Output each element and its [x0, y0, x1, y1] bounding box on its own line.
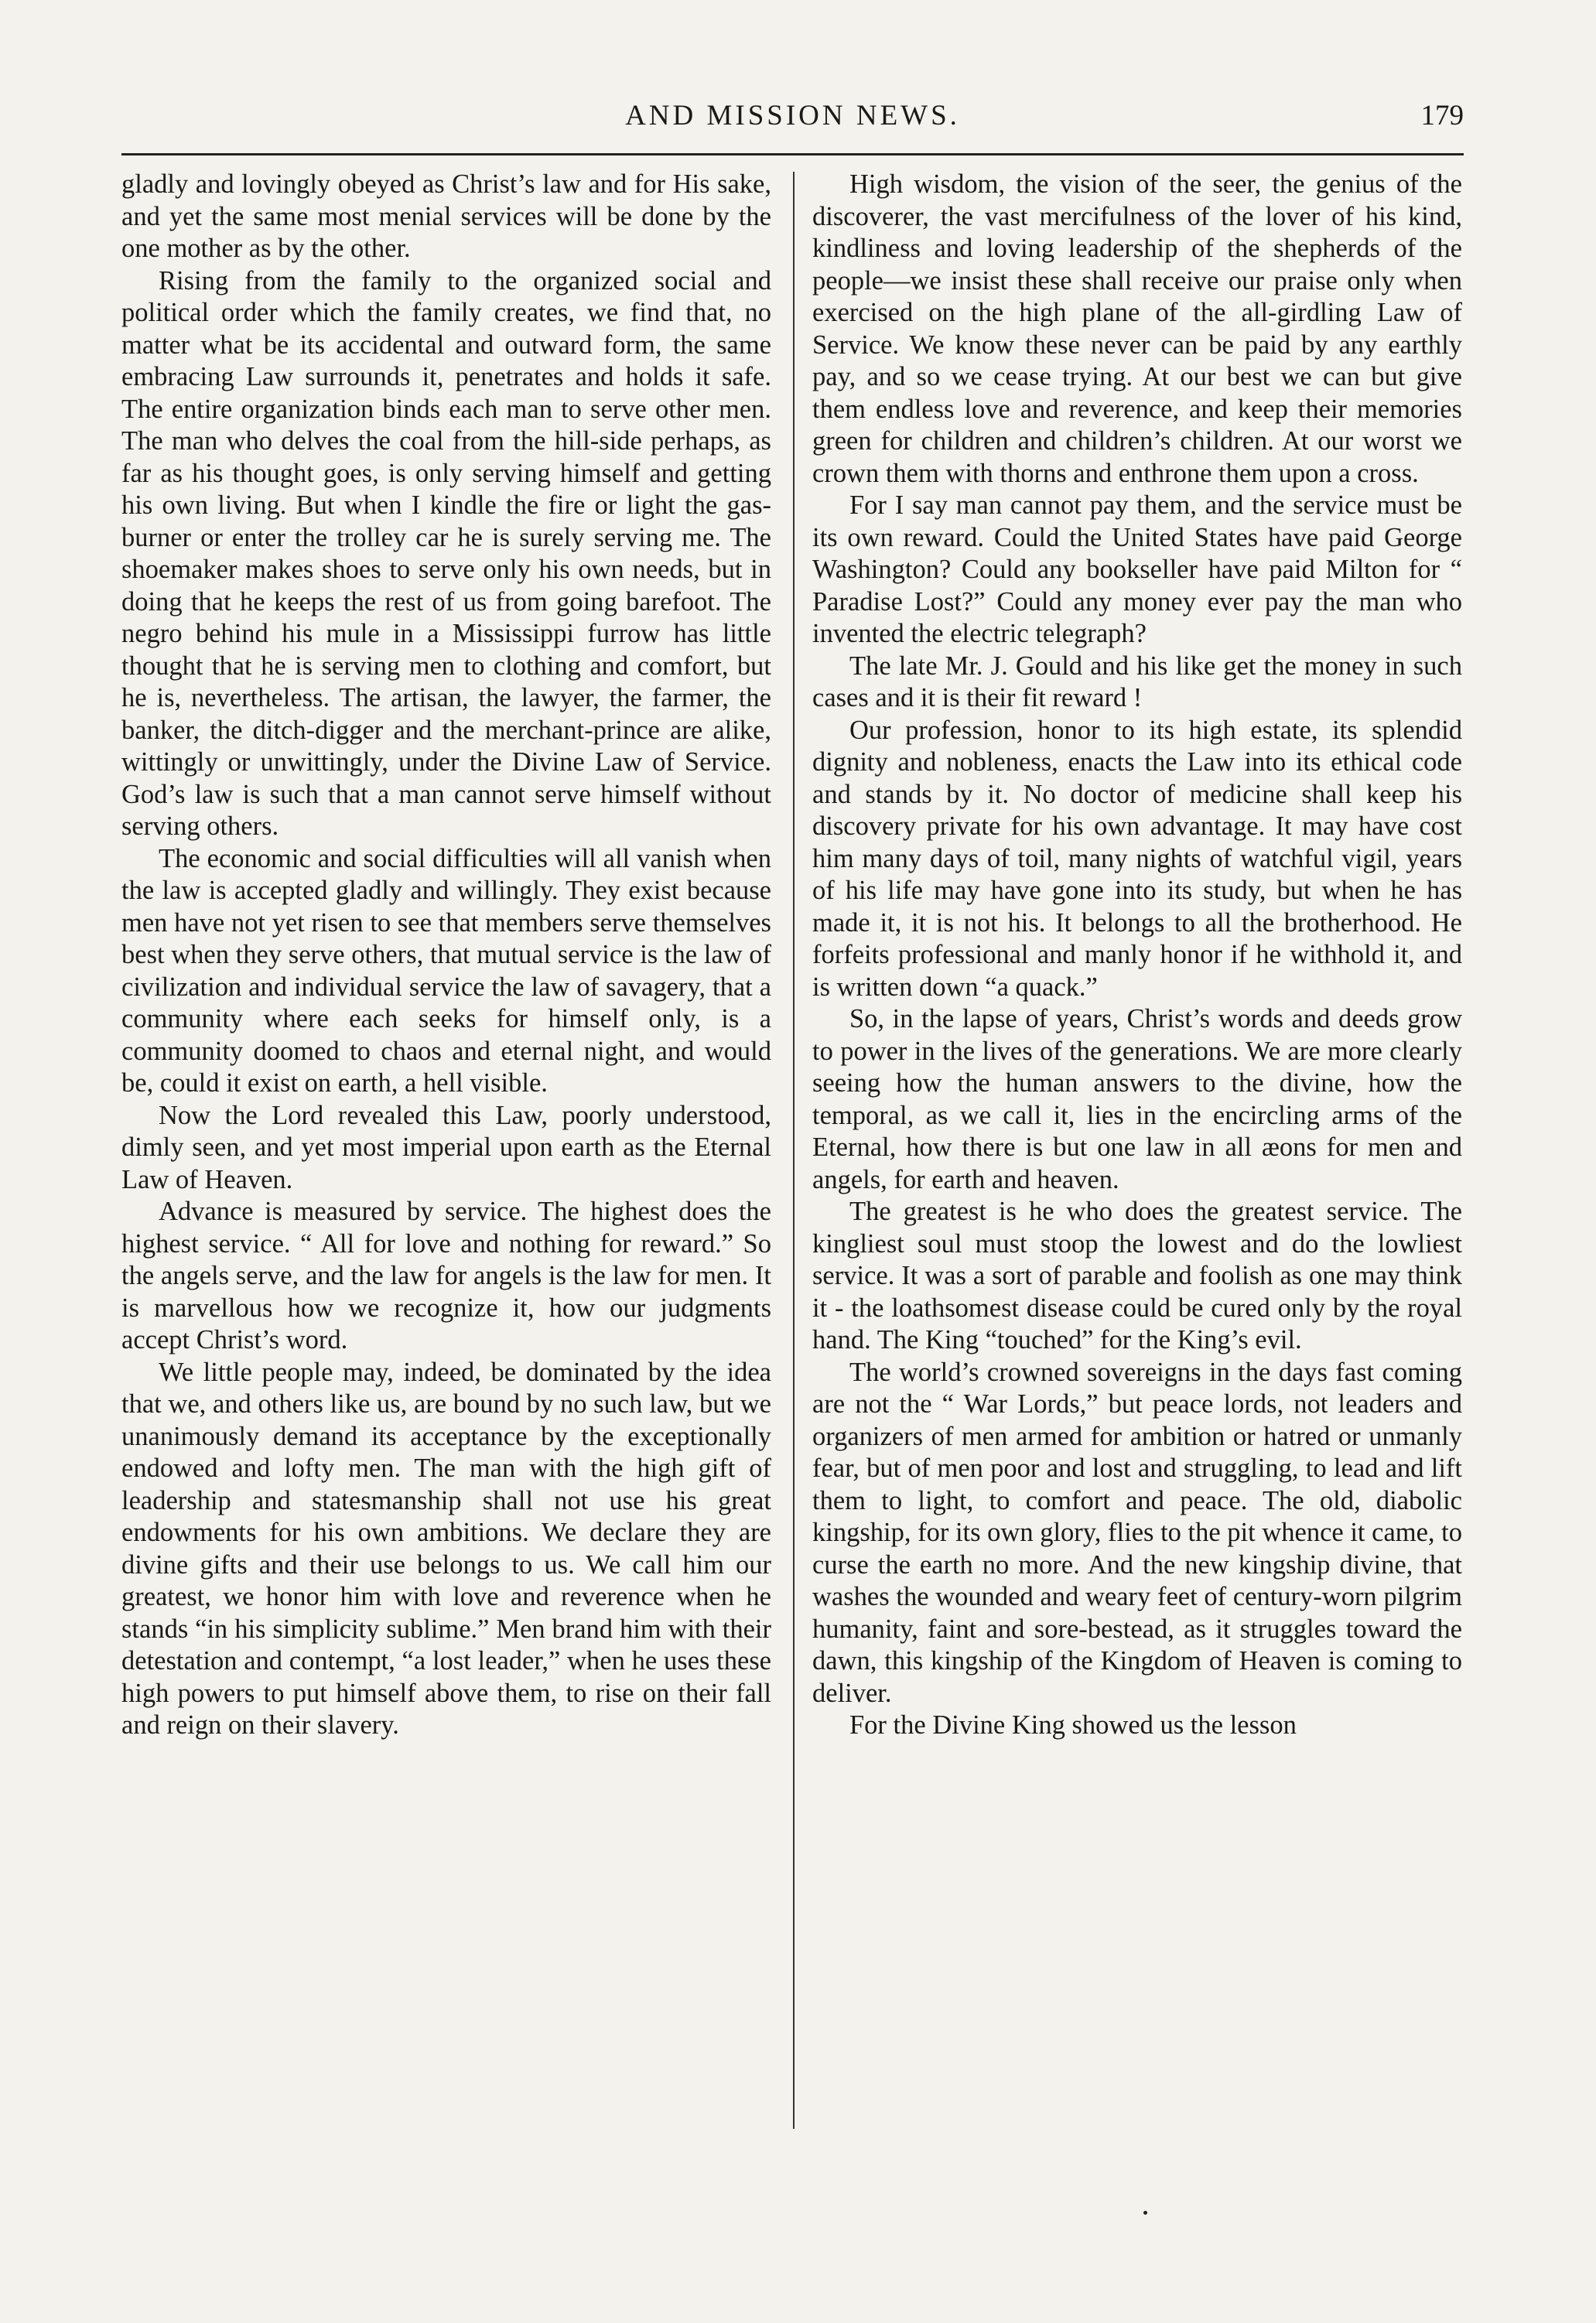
paragraph: So, in the lapse of years, Christ’s words and deeds grow to power in the lives of the generations. We are more clearly seeing how the human answers to the divine, how the temporal, as we call it, lies in the encircling arms of the Eternal, how there is but one law in all æons for men and angels, for earth and heaven. — [812, 1004, 1462, 1194]
left-column — [121, 169, 771, 1742]
paragraph: We little people may, indeed, be dominated by the idea that we, and others like us, are bound by no such law, but we unanimously demand its acceptance by the exceptionally endowed and lofty men. The man with the high gift of leadership and statesmanship shall not use his great endowments for his own ambitions. We declare they are divine gifts and their use belongs to us. We call him our greatest, we honor him with love and reverence when he stands “in his simplicity sublime.” Men brand him with their detestation and contempt, “a lost leader,” when he uses these high powers to put himself above them, to rise on their fall and reign on their slavery. — [121, 1357, 771, 1740]
paragraph: Our profession, honor to its high estate, its splendid dignity and nobleness, enacts the Law into its ethical code and stands by it. No doctor of medicine shall keep his discovery private for his own advantage. It may have cost him many days of toil, many nights of watchful vigil, years of his life may have gone into its study, but when he has made it, it is not his. It belongs to all the brotherhood. He forfeits professional and manly honor if he withhold it, and is written down “a quack.” — [812, 715, 1462, 1002]
column-divider — [793, 172, 795, 2129]
paragraph: Rising from the family to the organized social and political order which the family creates, we find that, no matter what be its accidental and outward form, the same embracing Law surrounds it, penetrates and holds it safe. The entire organization binds each man to serve other men. The man who delves the coal from the hill-side perhaps, as far as his thought goes, is only serving himself and getting his own living. But when I kindle the fire or light the gas-burner or enter the trolley car he is surely serving me. The shoemaker makes shoes to serve only his own needs, but in doing that he keeps the rest of us from going barefoot. The negro behind his mule in a Mississippi furrow has little thought that he is serving men to clothing and comfort, but he is, nevertheless. The artisan, the lawyer, the farmer, the banker, the ditch-digger and the merchant-prince are alike, wittingly or unwittingly, under the Divine Law of Service. God’s law is such that a man cannot serve himself without serving others. — [121, 265, 771, 841]
paragraph: Now the Lord revealed this Law, poorly understood, dimly seen, and yet most imperial upon earth as the Eternal Law of Heaven. — [121, 1100, 771, 1194]
paragraph: For I say man cannot pay them, and the service must be its own reward. Could the United States have paid George Washington? Could any bookseller have paid Milton for “ Paradise Lost?” Could any money ever pay the man who invented the electric telegraph? — [812, 490, 1462, 648]
paragraph: gladly and lovingly obeyed as Christ’s law and for His sake, and yet the same most menial services will be done by the one mother as by the other. — [121, 169, 771, 263]
header-rule — [121, 153, 1464, 155]
paragraph: Advance is measured by service. The highest does the highest service. “ All for love and nothing for reward.” So the angels serve, and the law for angels is the law for men. It is marvellous how we recognize it, how our judgments accept Christ’s word. — [121, 1197, 771, 1355]
paragraph: For the Divine King showed us the lesson — [849, 1710, 1297, 1740]
page-number: 179 — [1420, 100, 1464, 132]
print-speck — [1143, 2211, 1147, 2215]
running-head: AND MISSION NEWS. — [625, 100, 960, 132]
right-column — [812, 169, 1462, 1742]
page-header — [121, 99, 1464, 147]
paragraph: High wisdom, the vision of the seer, the genius of the discoverer, the vast mercifulness of the lover of his kind, kindliness and loving leadership of the shepherds of the people—we insist these shall receive our praise only when exercised on the high plane of the all-girdling Law of Service. We know these never can be paid by any earthly pay, and so we cease trying. At our best we can but give them endless love and reverence, and keep their memories green for children and children’s children. At our worst we crown them with thorns and enthrone them upon a cross. — [812, 169, 1462, 488]
paragraph: The world’s crowned sovereigns in the days fast coming are not the “ War Lords,” but peace lords, not leaders and organizers of men armed for ambition or hatred or unmanly fear, but of men poor and lost and struggling, to lead and lift them to light, to comfort and peace. The old, diabolic kingship, for its own glory, flies to the pit whence it came, to curse the earth no more. And the new kingship divine, that washes the wounded and weary feet of century-worn pilgrim humanity, faint and sore-bestead, as it struggles toward the dawn, this kingship of the Kingdom of Heaven is coming to deliver. — [812, 1357, 1462, 1708]
paragraph: The late Mr. J. Gould and his like get the money in such cases and it is their fit reward ! — [812, 651, 1462, 712]
paragraph: The economic and social difficulties will all vanish when the law is accepted gladly and willingly. They exist because men have not yet risen to see that members serve themselves best when they serve others, that mutual service is the law of civilization and individual service the law of savagery, that a community where each seeks for himself only, is a community doomed to chaos and eternal night, and would be, could it exist on earth, a hell visible. — [121, 843, 771, 1098]
paragraph: The greatest is he who does the greatest service. The kingliest soul must stoop the lowest and do the lowliest service. It was a sort of parable and foolish as one may think it - the loathsomest disease could be cured only by the royal hand. The King “touched” for the King’s evil. — [812, 1197, 1462, 1355]
